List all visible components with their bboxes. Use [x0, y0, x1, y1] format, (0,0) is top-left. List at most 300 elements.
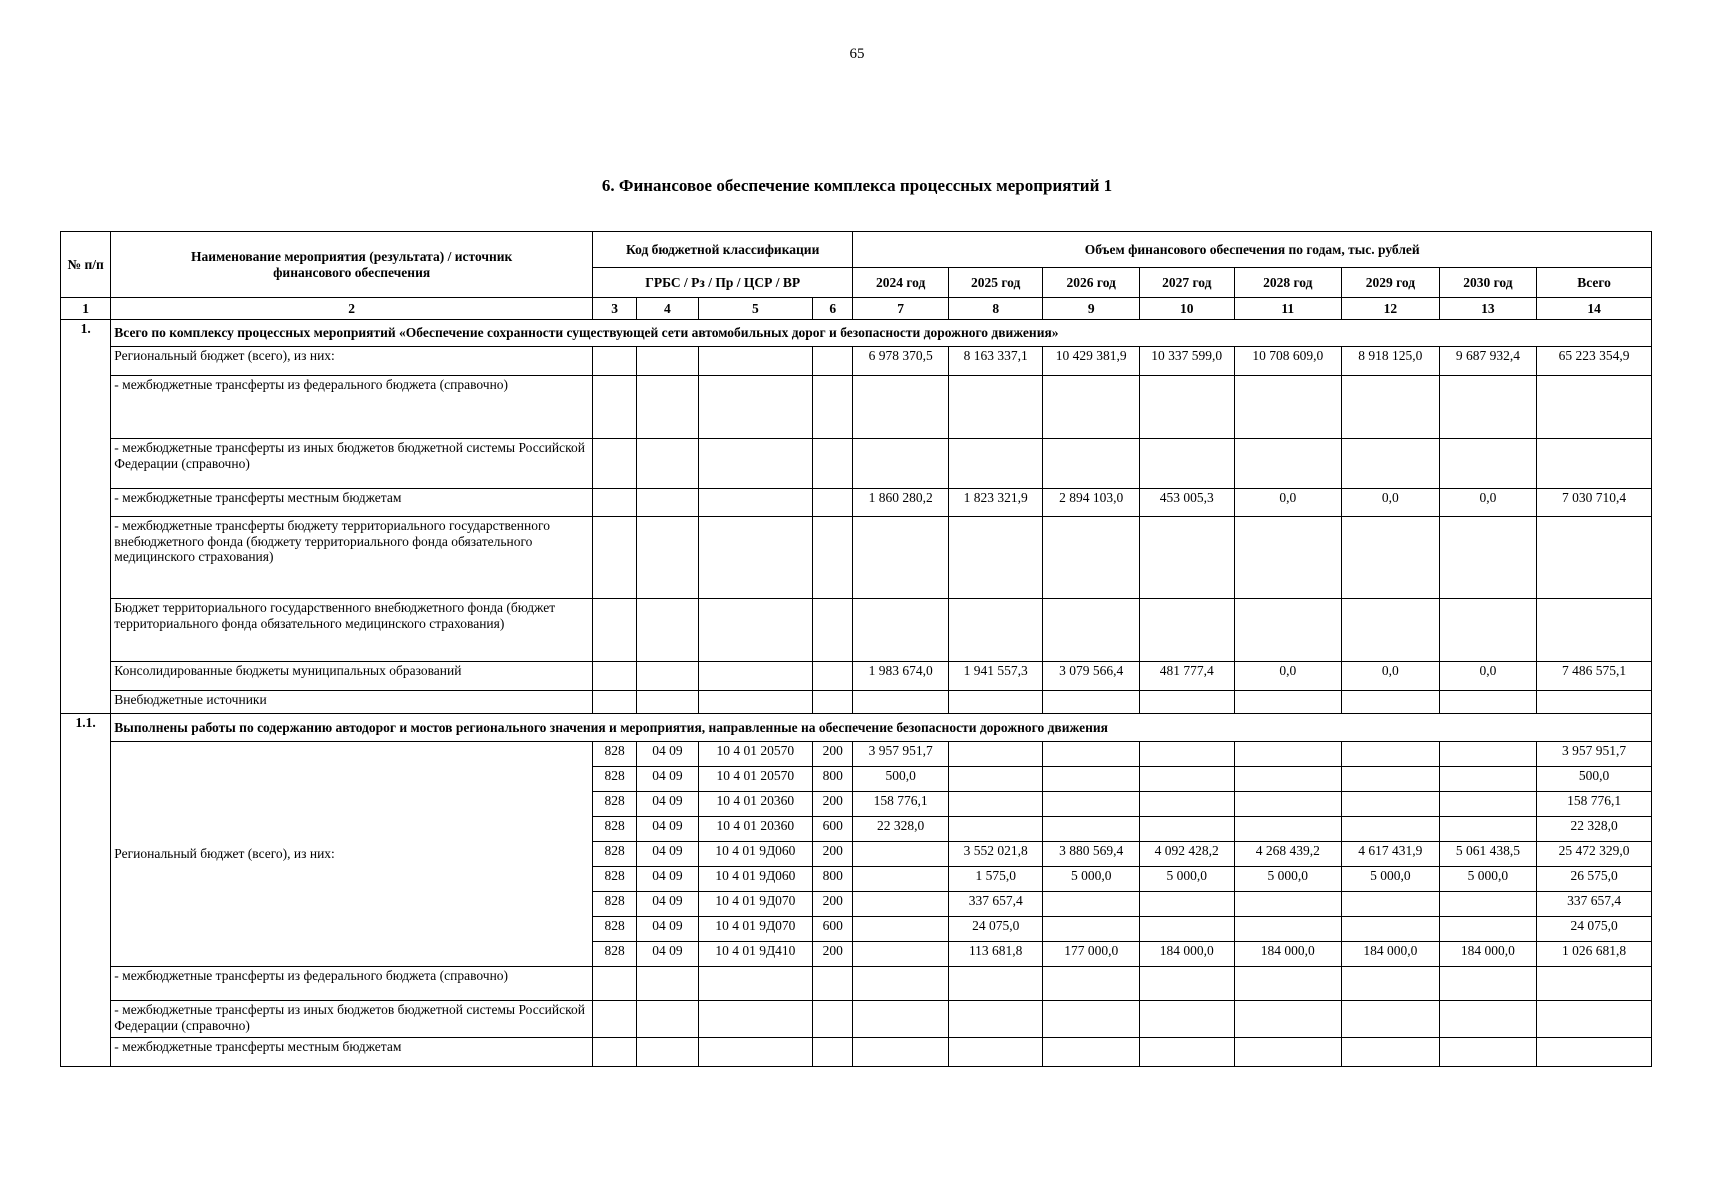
- table-row: [61, 517, 1652, 599]
- csr-code: 10 4 01 20360: [698, 792, 813, 817]
- empty-cell: [698, 1038, 813, 1067]
- amount-cell: [1234, 517, 1342, 599]
- amount-cell: 337 657,4: [1537, 892, 1652, 917]
- empty-cell: [853, 1001, 949, 1038]
- amount-cell: [1342, 817, 1440, 842]
- amount-cell: 6 978 370,5: [853, 347, 949, 376]
- source-name: - межбюджетные трансферты из иных бюджетов бюджетной системы Российской Федерации (справочно): [111, 1001, 593, 1038]
- amount-cell: 22 328,0: [1537, 817, 1652, 842]
- header-year: 2029 год: [1342, 268, 1440, 298]
- amount-cell: 0,0: [1234, 489, 1342, 517]
- grbs-code: 828: [592, 892, 636, 917]
- rzpr-code: 04 09: [637, 842, 698, 867]
- amount-cell: 184 000,0: [1342, 942, 1440, 967]
- index-cell: 4: [637, 298, 698, 320]
- code-cell: [637, 599, 698, 662]
- code-cell: [592, 517, 636, 599]
- code-cell: [637, 347, 698, 376]
- csr-code: 10 4 01 20570: [698, 767, 813, 792]
- csr-code: 10 4 01 20360: [698, 817, 813, 842]
- grbs-code: 828: [592, 942, 636, 967]
- code-cell: [592, 376, 636, 439]
- amount-cell: [1342, 742, 1440, 767]
- code-cell: [698, 691, 813, 714]
- amount-cell: [1043, 892, 1140, 917]
- amount-cell: 3 552 021,8: [948, 842, 1043, 867]
- index-cell: 12: [1342, 298, 1440, 320]
- index-cell: 10: [1139, 298, 1234, 320]
- amount-cell: [948, 376, 1043, 439]
- index-cell: 11: [1234, 298, 1342, 320]
- empty-cell: [853, 1038, 949, 1067]
- header-year: 2025 год: [948, 268, 1043, 298]
- rzpr-code: 04 09: [637, 892, 698, 917]
- amount-cell: [1234, 792, 1342, 817]
- index-cell: 8: [948, 298, 1043, 320]
- empty-cell: [1342, 1038, 1440, 1067]
- empty-cell: [698, 1001, 813, 1038]
- amount-cell: [1439, 792, 1537, 817]
- amount-cell: 25 472 329,0: [1537, 842, 1652, 867]
- source-name: - межбюджетные трансферты местным бюджетам: [111, 1038, 593, 1067]
- amount-cell: [1537, 439, 1652, 489]
- code-cell: [813, 599, 853, 662]
- index-cell: 9: [1043, 298, 1140, 320]
- table-row: [61, 376, 1652, 439]
- table-row: [61, 742, 1652, 767]
- amount-cell: 1 983 674,0: [853, 662, 949, 691]
- vr-code: 800: [813, 867, 853, 892]
- amount-cell: [1439, 767, 1537, 792]
- amount-cell: [1043, 742, 1140, 767]
- amount-cell: [1537, 376, 1652, 439]
- csr-code: 10 4 01 9Д060: [698, 842, 813, 867]
- amount-cell: [1043, 599, 1140, 662]
- amount-cell: [1342, 691, 1440, 714]
- amount-cell: [1139, 517, 1234, 599]
- amount-cell: 24 075,0: [1537, 917, 1652, 942]
- code-cell: [698, 489, 813, 517]
- amount-cell: [1439, 742, 1537, 767]
- amount-cell: 22 328,0: [853, 817, 949, 842]
- amount-cell: 2 894 103,0: [1043, 489, 1140, 517]
- amount-cell: 481 777,4: [1139, 662, 1234, 691]
- header-amount-group: Объем финансового обеспечения по годам, тыс. рублей: [853, 232, 1652, 268]
- code-cell: [637, 489, 698, 517]
- amount-cell: [1139, 767, 1234, 792]
- amount-cell: [853, 917, 949, 942]
- amount-cell: [853, 376, 949, 439]
- amount-cell: 184 000,0: [1139, 942, 1234, 967]
- empty-cell: [948, 1038, 1043, 1067]
- code-cell: [592, 691, 636, 714]
- amount-cell: [1139, 892, 1234, 917]
- amount-cell: [1439, 892, 1537, 917]
- amount-cell: 1 026 681,8: [1537, 942, 1652, 967]
- amount-cell: [1139, 439, 1234, 489]
- amount-cell: 24 075,0: [948, 917, 1043, 942]
- grbs-code: 828: [592, 792, 636, 817]
- code-cell: [592, 489, 636, 517]
- amount-cell: [1234, 439, 1342, 489]
- code-cell: [698, 599, 813, 662]
- section-num: 1.: [61, 320, 111, 714]
- amount-cell: 3 957 951,7: [853, 742, 949, 767]
- amount-cell: [1139, 742, 1234, 767]
- code-cell: [637, 517, 698, 599]
- grbs-code: 828: [592, 767, 636, 792]
- amount-cell: 7 486 575,1: [1537, 662, 1652, 691]
- csr-code: 10 4 01 9Д060: [698, 867, 813, 892]
- amount-cell: [1439, 599, 1537, 662]
- amount-cell: [1234, 742, 1342, 767]
- empty-cell: [1139, 1001, 1234, 1038]
- code-cell: [813, 517, 853, 599]
- empty-cell: [1439, 1001, 1537, 1038]
- amount-cell: [1234, 376, 1342, 439]
- amount-cell: 5 000,0: [1342, 867, 1440, 892]
- amount-cell: 4 092 428,2: [1139, 842, 1234, 867]
- amount-cell: [1537, 691, 1652, 714]
- amount-cell: 177 000,0: [1043, 942, 1140, 967]
- grbs-code: 828: [592, 842, 636, 867]
- empty-cell: [637, 967, 698, 1001]
- grbs-code: 828: [592, 817, 636, 842]
- amount-cell: 184 000,0: [1234, 942, 1342, 967]
- amount-cell: 10 708 609,0: [1234, 347, 1342, 376]
- source-name: Бюджет территориального государственного внебюджетного фонда (бюджет территориального фонда обязательного медицинского страхования): [111, 599, 593, 662]
- amount-cell: 0,0: [1234, 662, 1342, 691]
- amount-cell: [948, 792, 1043, 817]
- rzpr-code: 04 09: [637, 767, 698, 792]
- amount-cell: [948, 767, 1043, 792]
- header-year: 2026 год: [1043, 268, 1140, 298]
- vr-code: 200: [813, 892, 853, 917]
- index-cell: 6: [813, 298, 853, 320]
- amount-cell: [1043, 767, 1140, 792]
- amount-cell: 0,0: [1439, 489, 1537, 517]
- amount-cell: [948, 599, 1043, 662]
- empty-cell: [1537, 1001, 1652, 1038]
- amount-cell: [1342, 917, 1440, 942]
- amount-cell: [853, 867, 949, 892]
- amount-cell: [1439, 439, 1537, 489]
- empty-cell: [813, 967, 853, 1001]
- amount-cell: [1234, 599, 1342, 662]
- table-row: [61, 489, 1652, 517]
- csr-code: 10 4 01 9Д070: [698, 917, 813, 942]
- csr-code: 10 4 01 20570: [698, 742, 813, 767]
- code-cell: [698, 517, 813, 599]
- code-cell: [813, 691, 853, 714]
- amount-cell: [1139, 792, 1234, 817]
- amount-cell: [1043, 517, 1140, 599]
- vr-code: 200: [813, 742, 853, 767]
- empty-cell: [1537, 967, 1652, 1001]
- code-cell: [592, 599, 636, 662]
- amount-cell: [948, 517, 1043, 599]
- code-cell: [637, 662, 698, 691]
- header-year: 2028 год: [1234, 268, 1342, 298]
- table-row: [61, 691, 1652, 714]
- section-title: Выполнены работы по содержанию автодорог и мостов регионального значения и мероприятия, направленные на обеспечение безопасности дорожного движения: [111, 714, 1652, 742]
- index-cell: 1: [61, 298, 111, 320]
- index-cell: 14: [1537, 298, 1652, 320]
- document-title: 6. Финансовое обеспечение комплекса процессных мероприятий 1: [601, 176, 1113, 195]
- amount-cell: 453 005,3: [1139, 489, 1234, 517]
- rzpr-code: 04 09: [637, 792, 698, 817]
- amount-cell: [1439, 817, 1537, 842]
- amount-cell: 4 268 439,2: [1234, 842, 1342, 867]
- amount-cell: [948, 691, 1043, 714]
- code-cell: [592, 439, 636, 489]
- empty-cell: [1342, 967, 1440, 1001]
- empty-cell: [1537, 1038, 1652, 1067]
- empty-cell: [1043, 967, 1140, 1001]
- header-code-sub: ГРБС / Рз / Пр / ЦСР / ВР: [592, 268, 852, 298]
- amount-cell: 5 000,0: [1043, 867, 1140, 892]
- csr-code: 10 4 01 9Д410: [698, 942, 813, 967]
- amount-cell: 26 575,0: [1537, 867, 1652, 892]
- amount-cell: [1439, 917, 1537, 942]
- amount-cell: [1342, 599, 1440, 662]
- empty-cell: [1139, 967, 1234, 1001]
- code-cell: [698, 662, 813, 691]
- table-row: [61, 347, 1652, 376]
- amount-cell: [1234, 691, 1342, 714]
- amount-cell: [1342, 517, 1440, 599]
- source-name: - межбюджетные трансферты бюджету территориального государственного внебюджетного фонда (бюджету территориального фонда обязательного медицинского страхования): [111, 517, 593, 599]
- csr-code: 10 4 01 9Д070: [698, 892, 813, 917]
- vr-code: 200: [813, 942, 853, 967]
- code-cell: [592, 662, 636, 691]
- grbs-code: 828: [592, 742, 636, 767]
- amount-cell: [1537, 517, 1652, 599]
- amount-cell: [1439, 517, 1537, 599]
- header-row-1: [61, 232, 1652, 268]
- table-row: [61, 662, 1652, 691]
- amount-cell: 4 617 431,9: [1342, 842, 1440, 867]
- grbs-code: 828: [592, 867, 636, 892]
- empty-cell: [1043, 1001, 1140, 1038]
- code-cell: [813, 489, 853, 517]
- amount-cell: 1 860 280,2: [853, 489, 949, 517]
- amount-cell: [1139, 691, 1234, 714]
- index-row: [61, 298, 1652, 320]
- section-title-row: [61, 320, 1652, 347]
- amount-cell: [1139, 376, 1234, 439]
- amount-cell: 500,0: [853, 767, 949, 792]
- empty-cell: [637, 1001, 698, 1038]
- source-name: Региональный бюджет (всего), из них:: [111, 742, 593, 967]
- amount-cell: 5 000,0: [1139, 867, 1234, 892]
- amount-cell: [948, 742, 1043, 767]
- rzpr-code: 04 09: [637, 817, 698, 842]
- empty-cell: [592, 1001, 636, 1038]
- amount-cell: 1 823 321,9: [948, 489, 1043, 517]
- amount-cell: [1234, 767, 1342, 792]
- empty-cell: [1234, 1001, 1342, 1038]
- empty-cell: [813, 1001, 853, 1038]
- amount-cell: [853, 691, 949, 714]
- amount-cell: [1234, 892, 1342, 917]
- amount-cell: 184 000,0: [1439, 942, 1537, 967]
- empty-cell: [1043, 1038, 1140, 1067]
- amount-cell: 5 000,0: [1234, 867, 1342, 892]
- amount-cell: [853, 892, 949, 917]
- index-cell: 3: [592, 298, 636, 320]
- amount-cell: [853, 599, 949, 662]
- amount-cell: 10 337 599,0: [1139, 347, 1234, 376]
- header-num: № п/п: [61, 232, 111, 298]
- amount-cell: 0,0: [1342, 489, 1440, 517]
- grbs-code: 828: [592, 917, 636, 942]
- amount-cell: 158 776,1: [853, 792, 949, 817]
- rzpr-code: 04 09: [637, 867, 698, 892]
- page-number: 65: [849, 46, 865, 62]
- source-name: Внебюджетные источники: [111, 691, 593, 714]
- code-cell: [813, 439, 853, 489]
- amount-cell: [1043, 917, 1140, 942]
- section-title-row: [61, 714, 1652, 742]
- index-cell: 13: [1439, 298, 1537, 320]
- amount-cell: 5 000,0: [1439, 867, 1537, 892]
- amount-cell: 1 941 557,3: [948, 662, 1043, 691]
- financing-table: [60, 231, 1652, 1067]
- amount-cell: 8 163 337,1: [948, 347, 1043, 376]
- code-cell: [637, 376, 698, 439]
- header-year: 2030 год: [1439, 268, 1537, 298]
- empty-cell: [948, 1001, 1043, 1038]
- amount-cell: [1537, 599, 1652, 662]
- index-cell: 2: [111, 298, 593, 320]
- amount-cell: [1234, 817, 1342, 842]
- empty-cell: [1234, 967, 1342, 1001]
- amount-cell: 65 223 354,9: [1537, 347, 1652, 376]
- amount-cell: [948, 439, 1043, 489]
- table-row: [61, 1001, 1652, 1038]
- code-cell: [698, 347, 813, 376]
- amount-cell: [1342, 892, 1440, 917]
- index-cell: 5: [698, 298, 813, 320]
- empty-cell: [1439, 967, 1537, 1001]
- amount-cell: 3 957 951,7: [1537, 742, 1652, 767]
- vr-code: 200: [813, 792, 853, 817]
- code-cell: [592, 347, 636, 376]
- empty-cell: [592, 1038, 636, 1067]
- header-year: 2027 год: [1139, 268, 1234, 298]
- amount-cell: 1 575,0: [948, 867, 1043, 892]
- amount-cell: [853, 439, 949, 489]
- amount-cell: 10 429 381,9: [1043, 347, 1140, 376]
- amount-cell: [1139, 917, 1234, 942]
- amount-cell: [1043, 439, 1140, 489]
- amount-cell: [1342, 376, 1440, 439]
- vr-code: 200: [813, 842, 853, 867]
- empty-cell: [592, 967, 636, 1001]
- amount-cell: 3 079 566,4: [1043, 662, 1140, 691]
- rzpr-code: 04 09: [637, 917, 698, 942]
- header-total: Всего: [1537, 268, 1652, 298]
- empty-cell: [853, 967, 949, 1001]
- table-row: [61, 1038, 1652, 1067]
- code-cell: [813, 376, 853, 439]
- code-cell: [698, 439, 813, 489]
- amount-cell: [948, 817, 1043, 842]
- code-cell: [698, 376, 813, 439]
- source-name: - межбюджетные трансферты из иных бюджетов бюджетной системы Российской Федерации (справочно): [111, 439, 593, 489]
- amount-cell: 158 776,1: [1537, 792, 1652, 817]
- amount-cell: [1043, 691, 1140, 714]
- amount-cell: 7 030 710,4: [1537, 489, 1652, 517]
- empty-cell: [948, 967, 1043, 1001]
- amount-cell: 0,0: [1439, 662, 1537, 691]
- header-year: 2024 год: [853, 268, 949, 298]
- amount-cell: [853, 942, 949, 967]
- empty-cell: [698, 967, 813, 1001]
- section-num: 1.1.: [61, 714, 111, 1067]
- header-code-group: Код бюджетной классификации: [592, 232, 852, 268]
- table-row: [61, 599, 1652, 662]
- rzpr-code: 04 09: [637, 942, 698, 967]
- index-cell: 7: [853, 298, 949, 320]
- amount-cell: [1439, 691, 1537, 714]
- empty-cell: [637, 1038, 698, 1067]
- amount-cell: 113 681,8: [948, 942, 1043, 967]
- source-name: - межбюджетные трансферты из федерального бюджета (справочно): [111, 967, 593, 1001]
- amount-cell: [1043, 376, 1140, 439]
- amount-cell: [853, 517, 949, 599]
- vr-code: 600: [813, 917, 853, 942]
- amount-cell: [853, 842, 949, 867]
- header-name: Наименование мероприятия (результата) / источник финансового обеспечения: [111, 232, 593, 298]
- amount-cell: [1439, 376, 1537, 439]
- table-row: [61, 439, 1652, 489]
- amount-cell: 5 061 438,5: [1439, 842, 1537, 867]
- vr-code: 800: [813, 767, 853, 792]
- amount-cell: [1043, 792, 1140, 817]
- amount-cell: [1342, 767, 1440, 792]
- amount-cell: [1139, 599, 1234, 662]
- empty-cell: [1439, 1038, 1537, 1067]
- empty-cell: [1234, 1038, 1342, 1067]
- amount-cell: [1043, 817, 1140, 842]
- source-name: Региональный бюджет (всего), из них:: [111, 347, 593, 376]
- code-cell: [637, 691, 698, 714]
- empty-cell: [1139, 1038, 1234, 1067]
- amount-cell: 500,0: [1537, 767, 1652, 792]
- amount-cell: 3 880 569,4: [1043, 842, 1140, 867]
- amount-cell: 8 918 125,0: [1342, 347, 1440, 376]
- source-name: - межбюджетные трансферты из федерального бюджета (справочно): [111, 376, 593, 439]
- amount-cell: [1342, 792, 1440, 817]
- source-name: - межбюджетные трансферты местным бюджетам: [111, 489, 593, 517]
- vr-code: 600: [813, 817, 853, 842]
- section-title: Всего по комплексу процессных мероприятий «Обеспечение сохранности существующей сети автомобильных дорог и безопасности дорожного движения»: [111, 320, 1652, 347]
- amount-cell: [1342, 439, 1440, 489]
- empty-cell: [1342, 1001, 1440, 1038]
- table-row: [61, 967, 1652, 1001]
- amount-cell: 0,0: [1342, 662, 1440, 691]
- amount-cell: [1234, 917, 1342, 942]
- code-cell: [637, 439, 698, 489]
- code-cell: [813, 662, 853, 691]
- source-name: Консолидированные бюджеты муниципальных образований: [111, 662, 593, 691]
- code-cell: [813, 347, 853, 376]
- rzpr-code: 04 09: [637, 742, 698, 767]
- empty-cell: [813, 1038, 853, 1067]
- amount-cell: 9 687 932,4: [1439, 347, 1537, 376]
